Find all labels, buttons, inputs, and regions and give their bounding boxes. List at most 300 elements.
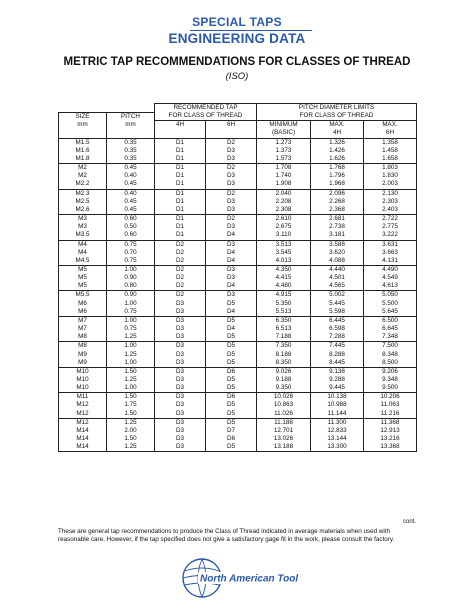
cell-pd-max-6h: 2.403 [364,206,417,215]
table-row [59,401,417,409]
cell-pd-max-6h: 5.645 [364,308,417,317]
cell-pd-max-4h: 1.768 [311,164,364,173]
cell-pitch: 0.75 [107,308,155,317]
max-header: MAX. [311,121,364,130]
cell-pd-max-6h: 8.348 [364,351,417,359]
cell-size: M5 [59,265,107,274]
tap-6h-header: 6H [206,121,257,130]
cell-tap-6h: D5 [206,401,257,409]
cell-tap-6h: D5 [206,410,257,419]
cell-tap-6h: D4 [206,257,257,266]
table-row [59,282,417,291]
table-row [59,359,417,368]
cell-tap-4h: D2 [155,257,206,266]
cell-pd-min: 6.513 [257,325,311,333]
cell-pd-max-4h: 10.138 [311,393,364,402]
cell-pd-max-4h: 5.598 [311,308,364,317]
cell-pd-min: 5.350 [257,300,311,308]
cell-size: M4 [59,240,107,249]
cell-tap-4h: D3 [155,367,206,376]
cell-pd-max-4h: 1.796 [311,172,364,180]
cell-pd-min: 5.513 [257,308,311,317]
cell-size: M7 [59,316,107,325]
cell-pitch: 1.00 [107,265,155,274]
pitch-diameter-subheader: FOR CLASS OF THREAD [257,112,417,121]
cell-pd-min: 13.026 [257,435,311,443]
cell-tap-4h: D2 [155,282,206,291]
table-row [59,427,417,435]
cell-pd-max-4h: 9.288 [311,376,364,384]
cell-pd-max-6h: 3.663 [364,249,417,257]
cell-pd-max-4h: 6.445 [311,316,364,325]
cell-pd-max-4h: 2.268 [311,198,364,206]
cell-pd-min: 1.573 [257,155,311,164]
footnote: These are general tap recommendations to produce the Class of Thread indicated in average materials when used with reasonable care. However, if the tap specified does not give a satisfactory gage fit in the work, please consult the factory. [58,528,395,543]
cell-tap-6h: D2 [206,138,257,147]
cell-size: M7 [59,325,107,333]
cell-size: M14 [59,435,107,443]
cell-size: M3 [59,215,107,224]
cell-pd-max-6h: 3.631 [364,240,417,249]
cell-tap-4h: D1 [155,147,206,155]
cell-pitch: 1.50 [107,367,155,376]
cell-size: M2.5 [59,198,107,206]
cell-pd-max-4h: 2.368 [311,206,364,215]
cell-tap-6h: D6 [206,435,257,443]
table-row [59,376,417,384]
cell-tap-6h: D3 [206,291,257,300]
cell-pitch: 0.45 [107,164,155,173]
cell-size: M12 [59,418,107,427]
cell-tap-4h: D3 [155,308,206,317]
cell-tap-6h: D4 [206,249,257,257]
table-row [59,172,417,180]
cell-pitch: 1.50 [107,393,155,402]
cell-tap-4h: D1 [155,223,206,231]
cell-pd-max-4h: 3.588 [311,240,364,249]
cell-pitch: 0.45 [107,206,155,215]
cell-pd-max-6h: 1.458 [364,147,417,155]
cell-pd-max-6h: 4.131 [364,257,417,266]
cell-tap-6h: D3 [206,206,257,215]
pitch-diameter-header: PITCH DIAMETER LIMITS [257,104,417,113]
cell-pitch: 0.60 [107,215,155,224]
cell-tap-4h: D3 [155,342,206,351]
cell-pitch: 0.80 [107,282,155,291]
cell-size: M14 [59,443,107,452]
cell-pd-min: 1.708 [257,164,311,173]
cell-pd-max-4h: 3.620 [311,249,364,257]
cell-tap-6h: D4 [206,308,257,317]
cell-pitch: 1.00 [107,316,155,325]
cell-size: M2.2 [59,180,107,189]
cell-size: M4.5 [59,257,107,266]
size-header: SIZE [59,112,107,121]
cell-pd-max-6h: 9.500 [364,384,417,393]
page-title: METRIC TAP RECOMMENDATIONS FOR CLASSES OF THREAD [63,56,411,68]
cell-size: M6 [59,308,107,317]
continued-label: cont. [402,519,416,525]
cell-tap-4h: D3 [155,410,206,419]
cell-tap-4h: D1 [155,189,206,198]
cell-pd-min: 4.415 [257,274,311,282]
cell-pd-max-6h: 1.358 [364,138,417,147]
cell-tap-4h: D3 [155,376,206,384]
tap-4h-header: 4H [155,121,206,130]
cell-pd-max-4h: 1.968 [311,180,364,189]
table-row [59,291,417,300]
cell-pitch: 1.25 [107,443,155,452]
cell-size: M12 [59,401,107,409]
cell-pd-min: 7.188 [257,333,311,342]
cell-pd-min: 4.480 [257,282,311,291]
cell-tap-6h: D6 [206,393,257,402]
cell-tap-6h: D3 [206,155,257,164]
cell-tap-6h: D5 [206,351,257,359]
cell-pd-max-4h: 2.096 [311,189,364,198]
cell-tap-6h: D5 [206,359,257,368]
cell-pd-min: 2.610 [257,215,311,224]
cell-pd-max-6h: 5.500 [364,300,417,308]
cell-pitch: 1.50 [107,435,155,443]
cell-pd-max-6h: 2.775 [364,223,417,231]
cell-size: M12 [59,410,107,419]
minimum-header: MINIMUM [257,121,311,130]
cell-tap-6h: D3 [206,180,257,189]
cell-pd-max-6h: 2.303 [364,198,417,206]
cell-pd-max-4h: 4.440 [311,265,364,274]
cell-pd-max-6h: 2.130 [364,189,417,198]
cell-size: M5 [59,274,107,282]
cell-pd-max-6h: 11.063 [364,401,417,409]
table-row [59,308,417,317]
cell-tap-6h: D3 [206,223,257,231]
cell-tap-6h: D5 [206,342,257,351]
cell-pitch: 0.45 [107,198,155,206]
cell-pd-max-4h: 8.288 [311,351,364,359]
cell-pd-max-4h: 3.181 [311,231,364,240]
cell-pd-max-4h: 2.738 [311,223,364,231]
cell-size: M4 [59,249,107,257]
cell-tap-6h: D4 [206,231,257,240]
cell-tap-4h: D1 [155,164,206,173]
cell-tap-4h: D3 [155,418,206,427]
cell-tap-6h: D3 [206,265,257,274]
cell-pd-max-6h: 11.216 [364,410,417,419]
cell-size: M1.5 [59,138,107,147]
cell-pitch: 1.00 [107,384,155,393]
cell-tap-6h: D2 [206,164,257,173]
cell-pd-min: 3.513 [257,240,311,249]
cell-pd-max-6h: 11.368 [364,418,417,427]
recommended-tap-header: RECOMMENDED TAP [155,104,257,113]
cell-pitch: 0.40 [107,189,155,198]
table-row [59,333,417,342]
cell-tap-6h: D4 [206,325,257,333]
cell-size: M2 [59,164,107,173]
cell-tap-4h: D1 [155,198,206,206]
cell-pd-min: 2.208 [257,198,311,206]
cell-tap-6h: D5 [206,384,257,393]
cell-pd-min: 8.188 [257,351,311,359]
table-row [59,257,417,266]
cell-pd-max-6h: 13.368 [364,443,417,452]
cell-pd-max-4h: 6.598 [311,325,364,333]
cell-tap-6h: D3 [206,198,257,206]
cell-pd-min: 2.675 [257,223,311,231]
cell-tap-6h: D5 [206,443,257,452]
cell-size: M5 [59,282,107,291]
cell-pitch: 1.50 [107,410,155,419]
cell-pd-max-6h: 2.003 [364,180,417,189]
cell-tap-6h: D5 [206,316,257,325]
cell-pd-max-4h: 11.300 [311,418,364,427]
cell-tap-4h: D2 [155,240,206,249]
table-row [59,155,417,164]
pitch-header: PITCH [107,112,155,121]
cell-tap-4h: D3 [155,351,206,359]
cell-pd-max-4h: 11.144 [311,410,364,419]
cell-pd-max-4h: 4.565 [311,282,364,291]
cell-size: M9 [59,359,107,368]
cell-pd-max-6h: 10.206 [364,393,417,402]
table-row [59,274,417,282]
cell-size: M3 [59,223,107,231]
cell-tap-4h: D3 [155,325,206,333]
cell-pd-max-6h: 13.216 [364,435,417,443]
cell-pd-max-4h: 10.988 [311,401,364,409]
cell-pd-min: 11.026 [257,410,311,419]
north-american-tool-logo [176,556,300,600]
minimum-basic-label: (BASIC) [257,129,311,138]
cell-tap-6h: D3 [206,274,257,282]
cell-pitch: 1.25 [107,418,155,427]
max-6h-label: 6H [364,129,417,138]
cell-pd-max-6h: 8.500 [364,359,417,368]
table-row [59,164,417,173]
cell-pd-min: 2.040 [257,189,311,198]
cell-tap-4h: D1 [155,138,206,147]
cell-tap-4h: D1 [155,180,206,189]
cell-pd-max-4h: 9.138 [311,367,364,376]
table-row [59,384,417,393]
cell-pd-max-4h: 8.445 [311,359,364,368]
cell-tap-6h: D6 [206,367,257,376]
cell-size: M10 [59,384,107,393]
cell-pd-min: 4.350 [257,265,311,274]
cell-pd-min: 13.188 [257,443,311,452]
cell-tap-4h: D3 [155,427,206,435]
table-row [59,435,417,443]
cell-pitch: 1.00 [107,300,155,308]
cell-pitch: 1.25 [107,333,155,342]
cell-pd-min: 7.350 [257,342,311,351]
cell-tap-4h: D1 [155,172,206,180]
table-row [59,206,417,215]
cell-pd-min: 3.545 [257,249,311,257]
cell-tap-4h: D2 [155,291,206,300]
cell-pd-max-4h: 5.445 [311,300,364,308]
header-engineering-data: ENGINEERING DATA [168,31,306,46]
table-row [59,240,417,249]
cell-pd-max-4h: 13.144 [311,435,364,443]
cell-tap-4h: D3 [155,443,206,452]
table-row [59,300,417,308]
cell-tap-6h: D7 [206,427,257,435]
cell-pd-min: 1.373 [257,147,311,155]
cell-pitch: 1.75 [107,401,155,409]
table-row [59,410,417,419]
cell-tap-4h: D3 [155,359,206,368]
cell-pitch: 0.60 [107,231,155,240]
cell-tap-4h: D3 [155,401,206,409]
cell-pd-max-6h: 6.500 [364,316,417,325]
cell-tap-4h: D3 [155,316,206,325]
cell-pd-min: 2.308 [257,206,311,215]
cell-pd-max-6h: 2.722 [364,215,417,224]
table-row [59,223,417,231]
cell-pd-max-6h: 7.348 [364,333,417,342]
table-row [59,198,417,206]
cell-tap-6h: D2 [206,215,257,224]
table-row [59,325,417,333]
cell-pitch: 0.70 [107,249,155,257]
cell-tap-4h: D2 [155,265,206,274]
cell-size: M10 [59,376,107,384]
cell-pd-max-4h: 9.445 [311,384,364,393]
cell-size: M5.5 [59,291,107,300]
cell-pd-max-6h: 6.645 [364,325,417,333]
pitch-unit: mm [107,121,155,130]
cell-pitch: 0.40 [107,172,155,180]
tap-recommendation-table [58,103,417,452]
cell-pd-max-6h: 1.658 [364,155,417,164]
cell-size: M8 [59,342,107,351]
table-row [59,443,417,452]
cell-pd-min: 10.863 [257,401,311,409]
cell-size: M14 [59,427,107,435]
table-row [59,231,417,240]
max-4h-label: 4H [311,129,364,138]
cell-pd-max-4h: 1.426 [311,147,364,155]
max-header-2: MAX. [364,121,417,130]
cell-pitch: 1.25 [107,376,155,384]
cell-size: M11 [59,393,107,402]
cell-tap-4h: D2 [155,249,206,257]
cell-pitch: 1.00 [107,359,155,368]
cell-pd-max-6h: 4.549 [364,274,417,282]
table-row [59,367,417,376]
recommended-tap-subheader: FOR CLASS OF THREAD [155,112,257,121]
table-row [59,393,417,402]
cell-tap-6h: D5 [206,376,257,384]
cell-pd-min: 11.188 [257,418,311,427]
cell-pd-max-4h: 1.626 [311,155,364,164]
cell-tap-6h: D5 [206,333,257,342]
cell-tap-4h: D3 [155,300,206,308]
cell-pd-max-6h: 5.050 [364,291,417,300]
cell-pitch: 1.25 [107,351,155,359]
header-special-taps: SPECIAL TAPS [192,15,282,29]
cell-pitch: 0.75 [107,325,155,333]
cell-pd-max-6h: 12.913 [364,427,417,435]
cell-size: M6 [59,300,107,308]
table-row [59,316,417,325]
cell-tap-6h: D2 [206,189,257,198]
cell-pd-min: 3.110 [257,231,311,240]
cell-pitch: 0.50 [107,223,155,231]
page-subtitle: (ISO) [225,71,249,82]
size-unit: mm [59,121,107,130]
cell-pd-min: 4.915 [257,291,311,300]
cell-tap-6h: D4 [206,282,257,291]
cell-pd-min: 9.026 [257,367,311,376]
cell-pd-min: 12.701 [257,427,311,435]
cell-pd-max-4h: 1.326 [311,138,364,147]
cell-pd-min: 4.013 [257,257,311,266]
cell-pd-max-6h: 9.348 [364,376,417,384]
cell-size: M2.3 [59,189,107,198]
cell-size: M2.6 [59,206,107,215]
cell-pd-min: 10.026 [257,393,311,402]
cell-pitch: 0.75 [107,240,155,249]
logo-text: North American Tool [200,573,299,585]
cell-pitch: 1.00 [107,342,155,351]
cell-pd-max-6h: 4.613 [364,282,417,291]
cell-tap-4h: D1 [155,155,206,164]
cell-pd-max-6h: 7.500 [364,342,417,351]
cell-pd-max-4h: 13.300 [311,443,364,452]
cell-tap-4h: D2 [155,274,206,282]
cell-tap-4h: D3 [155,435,206,443]
cell-pd-min: 1.740 [257,172,311,180]
cell-pd-min: 6.350 [257,316,311,325]
cell-tap-4h: D3 [155,384,206,393]
cell-pd-max-6h: 1.803 [364,164,417,173]
cell-pd-min: 8.350 [257,359,311,368]
cell-tap-6h: D5 [206,300,257,308]
cell-pitch: 0.75 [107,257,155,266]
cell-tap-4h: D3 [155,333,206,342]
cell-pitch: 2.00 [107,427,155,435]
cell-size: M1.8 [59,155,107,164]
cell-pd-max-6h: 1.830 [364,172,417,180]
cell-tap-6h: D5 [206,418,257,427]
cell-pitch: 0.90 [107,291,155,300]
cell-tap-6h: D3 [206,172,257,180]
cell-pd-max-4h: 4.501 [311,274,364,282]
cell-size: M10 [59,367,107,376]
table-row [59,265,417,274]
cell-size: M3.5 [59,231,107,240]
table-row [59,342,417,351]
cell-pd-min: 1.273 [257,138,311,147]
cell-size: M8 [59,333,107,342]
cell-pitch: 0.45 [107,180,155,189]
cell-pd-max-4h: 7.288 [311,333,364,342]
table-row [59,351,417,359]
cell-size: M2 [59,172,107,180]
table-row [59,215,417,224]
cell-pd-max-4h: 5.002 [311,291,364,300]
cell-size: M1.6 [59,147,107,155]
cell-pitch: 0.35 [107,155,155,164]
cell-tap-6h: D3 [206,147,257,155]
cell-tap-4h: D1 [155,231,206,240]
cell-tap-4h: D1 [155,206,206,215]
cell-pd-max-4h: 7.445 [311,342,364,351]
cell-pd-max-6h: 3.222 [364,231,417,240]
